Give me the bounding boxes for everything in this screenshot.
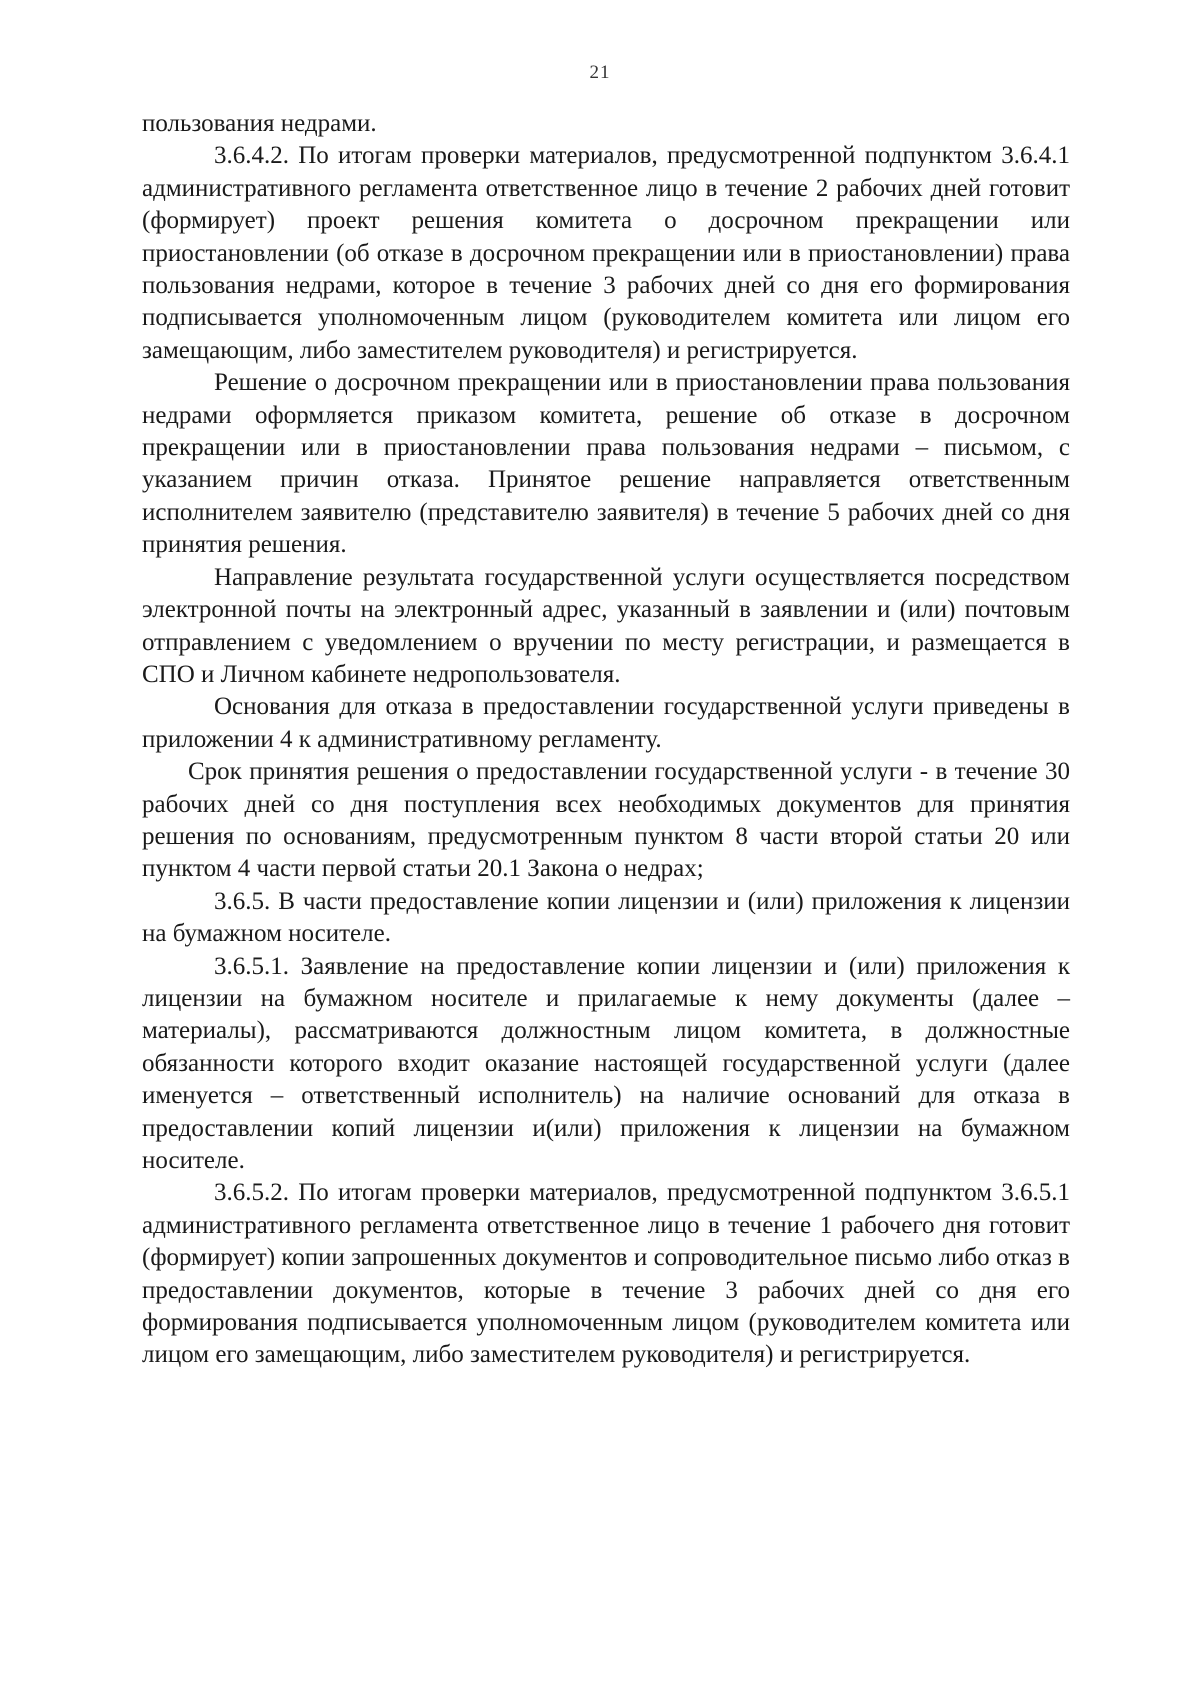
document-body	[142, 108, 1070, 1372]
paragraph-3-6-4-2: 3.6.4.2. По итогам проверки материалов, предусмотренной подпунктом 3.6.4.1 административного регламента ответственное лицо в течение 2 рабочих дней готовит (формирует) проект решения комитета о досрочном прекращении или приостановлении (об отказе в досрочном прекращении или в приостановлении) права пользования недрами, которое в течение 3 рабочих дней со дня его формирования подписывается уполномоченным лицом (руководителем комитета или лицом его замещающим, либо заместителем руководителя) и регистрируется.	[142, 142, 1070, 364]
paragraph-3-6-5-1: 3.6.5.1. Заявление на предоставление копии лицензии и (или) приложения к лицензии на бумажном носителе и прилагаемые к нему документы (далее – материалы), рассматриваются должностным лицом комитета, в должностные обязанности которого входит оказание настоящей государственной услуги (далее именуется – ответственный исполнитель) на наличие оснований для отказа в предоставлении копий лицензии и(или) приложения к лицензии на бумажном носителе.	[142, 952, 1070, 1174]
paragraph-decision-deadline: Срок принятия решения о предоставлении государственной услуги - в течение 30 рабочих дней со дня поступления всех необходимых документов для принятия решения по основаниям, предусмотренным пунктом 8 части второй статьи 20 или пунктом 4 части первой статьи 20.1 Закона о недрах;	[142, 758, 1070, 883]
paragraph-refusal-grounds: Основания для отказа в предоставлении государственной услуги приведены в приложении 4 к административному регламенту.	[142, 693, 1070, 753]
paragraph-result-delivery: Направление результата государственной услуги осуществляется посредством электронной почты на электронный адрес, указанный в заявлении и (или) почтовым отправлением с уведомлением о вручении по месту регистрации, и размещается в СПО и Личном кабинете недропользователя.	[142, 563, 1070, 688]
paragraph-continuation: пользования недрами.	[142, 110, 377, 137]
paragraph-3-6-5-2: 3.6.5.2. По итогам проверки материалов, предусмотренной подпунктом 3.6.5.1 административного регламента ответственное лицо в течение 1 рабочего дня готовит (формирует) копии запрошенных документов и сопроводительное письмо либо отказ в предоставлении документов, которые в течение 3 рабочих дней со дня его формирования подписывается уполномоченным лицом (руководителем комитета или лицом его замещающим, либо заместителем руководителя) и регистрируется.	[142, 1179, 1070, 1369]
page-number: 21	[589, 62, 611, 83]
paragraph-decision-formalization: Решение о досрочном прекращении или в приостановлении права пользования недрами оформляется приказом комитета, решение об отказе в досрочном прекращении или в приостановлении права пользования недрами – письмом, с указанием причин отказа. Принятое решение направляется ответственным исполнителем заявителю (представителю заявителя) в течение 5 рабочих дней со дня принятия решения.	[142, 369, 1070, 559]
paragraph-3-6-5: 3.6.5. В части предоставление копии лицензии и (или) приложения к лицензии на бумажном носителе.	[142, 887, 1070, 948]
